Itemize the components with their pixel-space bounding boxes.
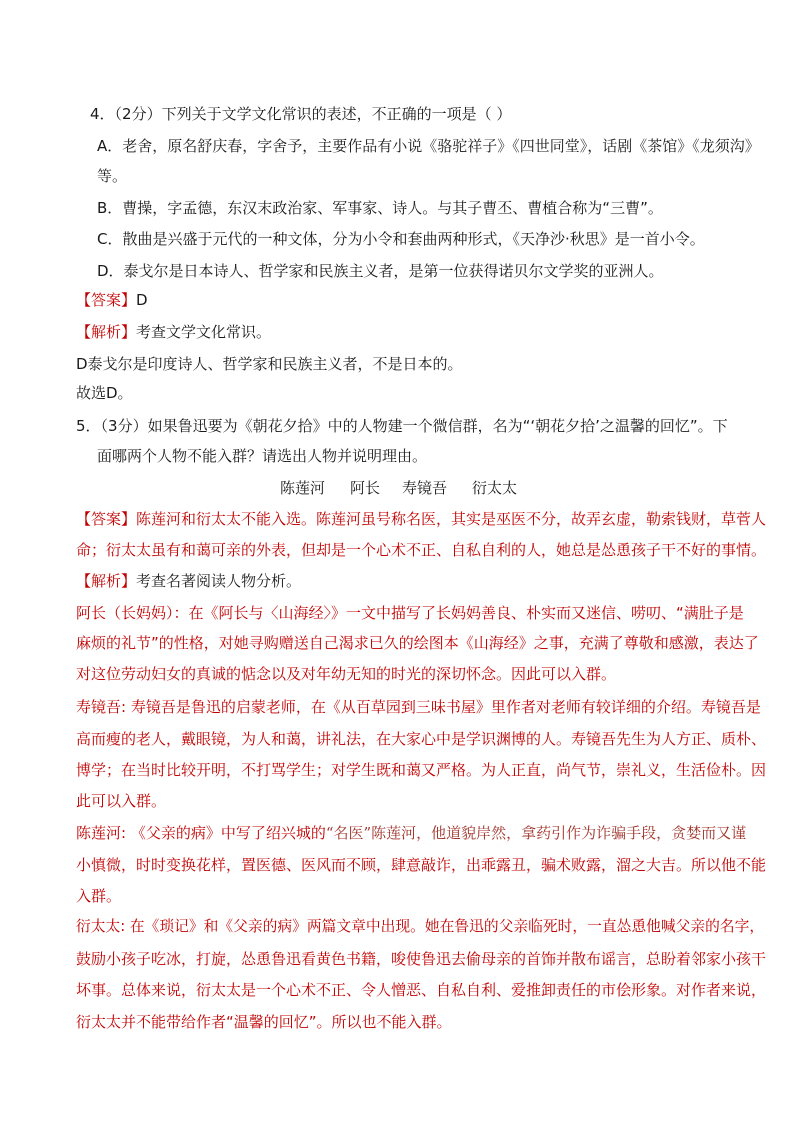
q4-option-a-line1: A．老舍，原名舒庆春，字舍予，主要作品有小说《骆驼祥子》《四世同堂》，话剧《茶馆》《龙须沟》: [97, 137, 760, 155]
q5-name-4: 衍太太: [472, 479, 518, 497]
q4-option-b: B．曹操，字孟德，东汉末政治家、军事家、诗人。与其子曹丕、曹植合称为“三曹”。: [97, 199, 663, 217]
q4-analysis-row: [76, 322, 271, 342]
q5-shou-line2: 高而瘦的老人，戴眼镜，为人和蔼，讲礼法，在大家心中是学识渊博的人。寿镜吾先生为人方正、质朴、: [76, 730, 767, 748]
q5-analysis-tag: 【解析】: [76, 572, 137, 590]
q5-shou-line3: 博学；在当时比较开明，不打骂学生；对学生既和蔼又严格。为人正直，尚气节，崇礼义，生活俭朴。因: [76, 761, 767, 779]
q5-answer-line2: 命；衍太太虽有和蔼可亲的外表，但却是一个心术不正、自私自利的人，她总是怂恿孩子干不好的事情。: [76, 541, 767, 559]
q4-explanation: D泰戈尔是印度诗人、哲学家和民族主义者，不是日本的。: [76, 355, 463, 373]
q4-answer-tag: 【答案】: [76, 291, 137, 309]
q5-chen-line2: 小慎微，时时变换花样，置医德、医风而不顾，肆意敲诈，出乖露丑，骗术败露，溜之大吉。所以他不能: [76, 856, 767, 874]
q4-option-a-line2: 等。: [97, 167, 128, 185]
q5-yan-line2: 鼓励小孩子吃冰，打旋，怂恿鲁迅看黄色书籍，唆使鲁迅去偷母亲的首饰并散布谣言，总盼着邻家小孩干: [76, 950, 767, 968]
q5-along-line1: 阿长（长妈妈）：在《阿长与〈山海经〉》一文中描写了长妈妈善良、朴实而又迷信、唠叨、“满肚子是: [76, 604, 744, 622]
q5-name-2: 阿长: [350, 479, 381, 497]
q5-yan-line3: 坏事。总体来说，衍太太是一个心术不正、令人憎恶、自私自利、爱推卸责任的市侩形象。对作者来说，: [76, 981, 767, 999]
q4-analysis-tag: 【解析】: [76, 323, 137, 341]
q5-answer-tag: 【答案】: [76, 510, 137, 528]
q5-chen-line3: 入群。: [76, 887, 122, 905]
q5-analysis-row: [76, 571, 301, 591]
q5-analysis-text: 考查名著阅读人物分析。: [136, 572, 302, 590]
q4-option-c: C．散曲是兴盛于元代的一种文体，分为小令和套曲两种形式，《天净沙·秋思》是一首小令。: [97, 230, 705, 248]
q5-shou-line4: 此可以入群。: [76, 792, 167, 810]
q5-stem-line2: 面哪两个人物不能入群？请选出人物并说明理由。: [97, 447, 428, 465]
q5-name-3: 寿镜吾: [402, 479, 448, 497]
q4-answer-value: D: [136, 291, 148, 309]
q4-stem: 4．（2分）下列关于文学文化常识的表述，不正确的一项是（ ）: [90, 105, 512, 123]
q5-shou-line1: 寿镜吾: 寿镜吾是鲁迅的启蒙老师，在《从百草园到三味书屋》里作者对老师有较详细的介绍。寿镜吾是: [76, 698, 761, 716]
q5-answer-line1: [76, 509, 766, 529]
q5-stem-line1: 5．（3分）如果鲁迅要为《朝花夕拾》中的人物建一个微信群，名为“‘朝花夕拾’之温馨的回忆”。下: [76, 417, 728, 435]
q5-name-1: 陈莲河: [280, 479, 326, 497]
q5-along-line2: 麻烦的礼节”的性格，对她寻购赠送自己渴求已久的绘图本《山海经》之事，充满了尊敬和感激，表达了: [76, 634, 759, 652]
q4-option-d: D．泰戈尔是日本诗人、哲学家和民族主义者，是第一位获得诺贝尔文学奖的亚洲人。: [97, 262, 664, 280]
q5-chen-line1-part2: “名医”陈莲河，他道貌岸然，拿药引作为诈骗手段，贪婪而又谨: [325, 824, 747, 842]
q5-yan-line1: 衍太太: 在《琐记》和《父亲的病》两篇文章中出现。她在鲁迅的父亲临死时，一直怂恿他喊父亲的名字，: [76, 918, 765, 935]
q5-answer-text-1: 陈莲河和衍太太不能入选。陈莲河虽号称名医，其实是巫医不分，故弄玄虚，勒索钱财，草菅人: [136, 510, 767, 528]
q5-chen-line1: [76, 823, 746, 843]
q4-conclusion: 故选D。: [76, 384, 133, 402]
q5-along-line3: 对这位劳动妇女的真诚的惦念以及对年幼无知的时光的深切怀念。因此可以入群。: [76, 665, 617, 683]
q4-analysis-text: 考查文学文化常识。: [136, 323, 272, 341]
q5-chen-line1-part1: 陈莲河: 《父亲的病》中写了绍兴城的: [76, 824, 326, 842]
q5-yan-line4: 衍太太并不能带给作者“温馨的回忆”。所以也不能入群。: [76, 1013, 452, 1031]
q4-answer-row: [76, 290, 148, 310]
